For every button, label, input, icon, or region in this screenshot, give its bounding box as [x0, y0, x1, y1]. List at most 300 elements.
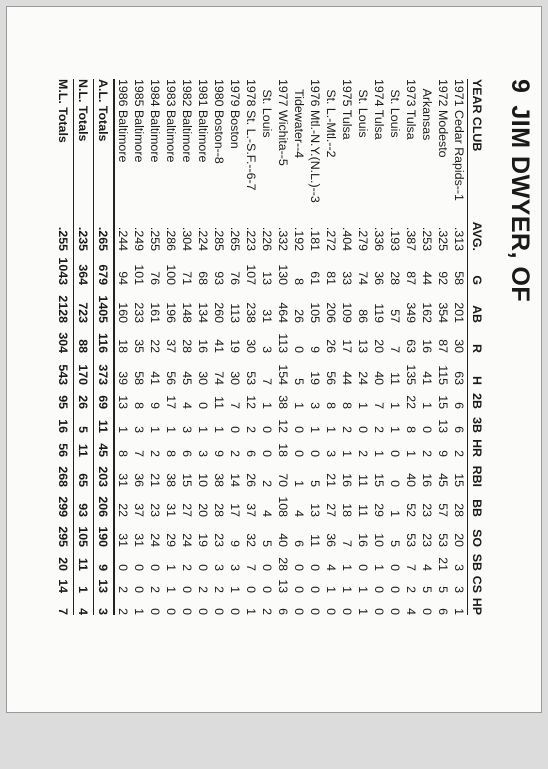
- stat-cell: 20: [54, 547, 74, 571]
- year-club-cell: Arkansas: [420, 79, 434, 141]
- stat-cell: 38: [164, 473, 178, 487]
- stat-cell: 260: [212, 302, 226, 323]
- year-club-cell: St. L.-Mtl.--2: [324, 79, 338, 158]
- stat-cell: 206: [94, 487, 115, 517]
- stat-cell: 2: [260, 480, 274, 487]
- season-row: [147, 79, 163, 615]
- stat-cell: 9: [308, 346, 322, 353]
- stat-cell: 20: [196, 503, 210, 517]
- stat-cell: 0: [292, 426, 306, 433]
- stat-cell: 22: [148, 339, 162, 353]
- stat-cell: 1: [164, 426, 178, 433]
- stat-cell: 3: [308, 402, 322, 409]
- stat-cell: 1: [260, 402, 274, 409]
- stat-cell: .313: [452, 226, 466, 251]
- stat-cell: 116: [94, 323, 115, 353]
- stat-cell: .304: [180, 226, 194, 251]
- stat-cell: 6: [244, 450, 258, 457]
- season-row: [323, 79, 339, 615]
- stat-cell: 6: [452, 402, 466, 409]
- stat-cell: .181: [308, 226, 322, 251]
- stat-cell: 206: [324, 302, 338, 323]
- stat-cell: 94: [116, 271, 130, 285]
- stat-cell: .249: [132, 226, 146, 251]
- year-club-cell: Tidewater--4: [292, 79, 306, 159]
- stat-cell: .336: [372, 226, 386, 251]
- stat-cell: 11: [212, 396, 226, 409]
- column-header: AVG.: [468, 215, 487, 251]
- column-header: AB: [468, 285, 487, 323]
- stat-cell: 154: [276, 364, 290, 385]
- player-name: JIM DWYER, OF: [506, 105, 534, 303]
- stat-cell: 0: [372, 586, 386, 593]
- stat-cell: 0: [324, 608, 338, 615]
- stat-cell: 12: [244, 395, 258, 409]
- stat-cell: 2128: [54, 285, 74, 323]
- stat-cell: 2: [372, 426, 386, 433]
- stats-header-row: [468, 79, 487, 615]
- stat-cell: 2: [212, 586, 226, 593]
- stat-cell: 11: [94, 409, 115, 433]
- stat-cell: 74: [212, 371, 226, 385]
- stat-cell: 45: [436, 473, 450, 487]
- stat-cell: 1: [372, 564, 386, 571]
- stat-cell: .279: [356, 226, 370, 251]
- stat-cell: 4: [404, 608, 418, 615]
- stat-cell: 9: [94, 547, 115, 571]
- column-header: H: [468, 353, 487, 385]
- stat-cell: 6: [276, 608, 290, 615]
- column-header: R: [468, 323, 487, 353]
- stat-cell: 1: [148, 426, 162, 433]
- season-row: [114, 79, 131, 615]
- season-row: [259, 79, 275, 615]
- stat-cell: 4: [292, 510, 306, 517]
- stat-cell: 30: [244, 339, 258, 353]
- stat-cell: 107: [244, 264, 258, 285]
- stat-cell: 20: [372, 339, 386, 353]
- stat-cell: 21: [436, 557, 450, 571]
- season-row: [275, 79, 291, 615]
- stat-cell: 16: [340, 473, 354, 487]
- stat-cell: .235: [74, 215, 94, 251]
- stat-cell: 22: [404, 395, 418, 409]
- stat-cell: 81: [324, 271, 338, 285]
- stat-cell: 2: [148, 450, 162, 457]
- stat-cell: 56: [324, 371, 338, 385]
- year-club-cell: St. Louis: [356, 79, 370, 138]
- totals-label: A.L. Totals: [94, 79, 115, 215]
- stat-cell: 13: [260, 271, 274, 285]
- column-header: HP: [468, 593, 487, 615]
- stat-cell: 0: [372, 608, 386, 615]
- stat-cell: 0: [116, 564, 130, 571]
- year-club-cell: 1985 Baltimore: [132, 79, 146, 163]
- stat-cell: 39: [116, 371, 130, 385]
- stat-cell: 723: [74, 285, 94, 323]
- stat-cell: 113: [276, 333, 290, 353]
- stat-cell: 0: [388, 450, 402, 457]
- stat-cell: 23: [420, 533, 434, 547]
- stat-cell: 28: [388, 271, 402, 285]
- stat-cell: 17: [340, 339, 354, 353]
- stat-cell: 0: [244, 586, 258, 593]
- stat-cell: 1: [372, 450, 386, 457]
- stat-cell: 92: [436, 271, 450, 285]
- stat-cell: 41: [212, 339, 226, 353]
- stat-cell: 4: [420, 564, 434, 571]
- stat-cell: 88: [74, 323, 94, 353]
- stat-cell: 0: [196, 564, 210, 571]
- stat-cell: 3: [324, 450, 338, 457]
- stat-cell: 113: [228, 303, 242, 323]
- stat-cell: 15: [180, 473, 194, 487]
- stat-cell: 1: [356, 402, 370, 409]
- stat-cell: 8: [404, 426, 418, 433]
- season-row: [403, 79, 419, 615]
- stat-cell: 57: [388, 309, 402, 323]
- stat-cell: .255: [148, 226, 162, 251]
- stats-body: [54, 79, 468, 615]
- stat-cell: 14: [228, 473, 242, 487]
- column-header: RBI: [468, 457, 487, 487]
- stat-cell: 30: [452, 339, 466, 353]
- column-header: 3B: [468, 409, 487, 433]
- stat-cell: .387: [404, 226, 418, 251]
- stat-cell: 135: [404, 364, 418, 385]
- totals-label: N.L. Totals: [74, 79, 94, 215]
- stat-cell: 18: [116, 339, 130, 353]
- stat-cell: 26: [324, 339, 338, 353]
- stat-cell: 13: [436, 419, 450, 433]
- stat-cell: 5: [308, 480, 322, 487]
- stat-cell: 15: [436, 395, 450, 409]
- stat-cell: 3: [260, 346, 274, 353]
- stat-cell: 0: [260, 426, 274, 433]
- stat-cell: 9: [228, 540, 242, 547]
- stat-cell: 23: [148, 503, 162, 517]
- stat-cell: 58: [132, 371, 146, 385]
- column-header: 2B: [468, 385, 487, 409]
- year-club-cell: 1986 Baltimore: [116, 79, 130, 163]
- stat-cell: 0: [180, 586, 194, 593]
- stat-cell: 20: [452, 533, 466, 547]
- stat-cell: 29: [164, 533, 178, 547]
- stat-cell: 52: [404, 503, 418, 517]
- stat-cell: 109: [340, 302, 354, 323]
- stat-cell: 37: [132, 503, 146, 517]
- year-club-cell: 1976 Mtl.-N.Y.(N.L.)--3: [308, 79, 322, 203]
- totals-label: M.L. Totals: [54, 79, 74, 215]
- stat-cell: 0: [388, 564, 402, 571]
- stat-cell: 101: [132, 264, 146, 285]
- stat-cell: 13: [94, 571, 115, 593]
- stat-cell: 5: [420, 586, 434, 593]
- year-club-cell: St. Louis: [260, 79, 274, 138]
- season-row: [387, 79, 403, 615]
- season-row: [451, 79, 468, 615]
- stat-cell: 58: [452, 271, 466, 285]
- stat-cell: 233: [132, 302, 146, 323]
- stat-cell: 53: [244, 371, 258, 385]
- stat-cell: 7: [244, 564, 258, 571]
- stat-cell: 17: [164, 395, 178, 409]
- stat-cell: 74: [356, 271, 370, 285]
- stat-cell: 6: [292, 540, 306, 547]
- stat-cell: 28: [212, 503, 226, 517]
- stat-cell: 3: [452, 564, 466, 571]
- stat-cell: 30: [196, 371, 210, 385]
- stat-cell: 12: [276, 419, 290, 433]
- stat-cell: 95: [54, 385, 74, 409]
- stat-cell: 33: [340, 271, 354, 285]
- stat-cell: 76: [148, 271, 162, 285]
- stat-cell: 543: [54, 353, 74, 385]
- stat-cell: 0: [292, 586, 306, 593]
- stat-cell: 162: [420, 302, 434, 323]
- stat-cell: 1: [340, 450, 354, 457]
- stat-cell: 2: [356, 450, 370, 457]
- stat-cell: 0: [308, 450, 322, 457]
- stat-cell: 5: [292, 378, 306, 385]
- stat-cell: 87: [404, 271, 418, 285]
- stat-cell: 2: [340, 426, 354, 433]
- stat-cell: 40: [404, 473, 418, 487]
- season-row: [195, 79, 211, 615]
- stat-cell: 24: [180, 533, 194, 547]
- stat-cell: 13: [116, 395, 130, 409]
- stat-cell: 71: [180, 271, 194, 285]
- stat-cell: 7: [260, 378, 274, 385]
- stat-cell: 2: [196, 586, 210, 593]
- stat-cell: 61: [308, 271, 322, 285]
- stat-cell: 0: [260, 564, 274, 571]
- stat-cell: 0: [180, 608, 194, 615]
- stat-cell: 5: [436, 586, 450, 593]
- stat-cell: 134: [196, 302, 210, 323]
- stat-cell: 32: [244, 533, 258, 547]
- column-header: G: [468, 251, 487, 285]
- stat-cell: 0: [228, 426, 242, 433]
- stat-cell: 2: [116, 586, 130, 593]
- stat-cell: 1: [340, 586, 354, 593]
- stat-cell: 63: [452, 371, 466, 385]
- season-row: [131, 79, 147, 615]
- stat-cell: 7: [372, 402, 386, 409]
- stat-cell: 3: [452, 586, 466, 593]
- stat-cell: 31: [116, 533, 130, 547]
- stat-cell: 5: [388, 540, 402, 547]
- season-row: [243, 79, 259, 615]
- stat-cell: 31: [132, 533, 146, 547]
- stat-cell: 3: [132, 426, 146, 433]
- stat-cell: 31: [164, 503, 178, 517]
- stat-cell: 190: [94, 517, 115, 547]
- stat-cell: 10: [372, 533, 386, 547]
- stat-cell: .193: [388, 226, 402, 251]
- stat-cell: 45: [180, 371, 194, 385]
- stat-cell: 170: [74, 353, 94, 385]
- stat-cell: 0: [132, 586, 146, 593]
- stat-cell: 105: [74, 517, 94, 547]
- stat-cell: 7: [340, 540, 354, 547]
- stat-cell: 0: [212, 608, 226, 615]
- stat-cell: 16: [54, 409, 74, 433]
- column-header: SB: [468, 547, 487, 571]
- stat-cell: .223: [244, 226, 258, 251]
- stat-cell: 11: [308, 534, 322, 547]
- stat-cell: 4: [324, 564, 338, 571]
- stat-cell: 1: [116, 426, 130, 433]
- year-club-cell: 1982 Baltimore: [180, 79, 194, 163]
- stat-cell: 1: [452, 608, 466, 615]
- stat-cell: 119: [372, 303, 386, 323]
- stat-cell: 1: [388, 426, 402, 433]
- stat-cell: 41: [420, 371, 434, 385]
- stat-cell: 65: [74, 457, 94, 487]
- stat-cell: 115: [436, 365, 450, 385]
- season-row: [211, 79, 227, 615]
- stat-cell: 3: [180, 426, 194, 433]
- stat-cell: 11: [356, 474, 370, 487]
- stat-cell: 1: [244, 608, 258, 615]
- season-row: [371, 79, 387, 615]
- stat-cell: 2: [420, 450, 434, 457]
- stat-cell: 1: [164, 564, 178, 571]
- stat-cell: 8: [164, 450, 178, 457]
- stat-cell: .244: [116, 226, 130, 251]
- stat-cell: 0: [196, 402, 210, 409]
- stat-cell: .253: [420, 226, 434, 251]
- year-club-cell: 1983 Baltimore: [164, 79, 178, 163]
- stat-cell: 464: [276, 302, 290, 323]
- stat-cell: 11: [356, 504, 370, 517]
- stat-cell: 28: [180, 339, 194, 353]
- stat-cell: 1: [340, 564, 354, 571]
- stat-cell: 36: [372, 271, 386, 285]
- stat-cell: 1: [324, 426, 338, 433]
- season-row: [419, 79, 435, 615]
- stat-cell: 364: [74, 251, 94, 285]
- stat-cell: 304: [54, 323, 74, 353]
- stat-cell: 2: [116, 608, 130, 615]
- stat-cell: 4: [260, 510, 274, 517]
- stat-cell: 8: [116, 450, 130, 457]
- stat-cell: 1: [196, 426, 210, 433]
- stat-cell: 11: [74, 547, 94, 571]
- player-title: [505, 79, 534, 302]
- stat-cell: 0: [148, 564, 162, 571]
- stat-cell: 13: [356, 339, 370, 353]
- stat-cell: 93: [74, 487, 94, 517]
- stat-cell: 11: [74, 433, 94, 457]
- stat-cell: .332: [276, 226, 290, 251]
- stat-cell: 19: [308, 371, 322, 385]
- stat-cell: 1: [404, 450, 418, 457]
- stat-cell: 9: [212, 450, 226, 457]
- stat-cell: 6: [452, 426, 466, 433]
- stat-cell: 23: [420, 503, 434, 517]
- stat-cell: 5: [260, 540, 274, 547]
- column-header: HR: [468, 433, 487, 457]
- stat-cell: 57: [436, 503, 450, 517]
- stat-cell: 2: [148, 586, 162, 593]
- stat-cell: 41: [148, 371, 162, 385]
- stat-cell: 2: [228, 450, 242, 457]
- stat-cell: 1: [74, 571, 94, 593]
- column-header: BB: [468, 487, 487, 517]
- stat-cell: 38: [212, 473, 226, 487]
- stat-cell: 2: [180, 564, 194, 571]
- stat-cell: 21: [324, 473, 338, 487]
- year-club-cell: 1977 Wichita--5: [276, 79, 290, 166]
- stat-cell: 1405: [94, 285, 115, 323]
- season-row: [163, 79, 179, 615]
- stat-cell: 0: [388, 480, 402, 487]
- stat-cell: 1: [292, 480, 306, 487]
- stat-cell: 87: [436, 339, 450, 353]
- stat-cell: 28: [452, 503, 466, 517]
- stat-cell: 3: [94, 593, 115, 615]
- season-row: [291, 79, 307, 615]
- year-club-cell: 1973 Tulsa: [404, 79, 418, 140]
- stat-cell: 679: [94, 251, 115, 285]
- stat-cell: 14: [54, 571, 74, 593]
- stat-cell: 0: [292, 608, 306, 615]
- stat-cell: 1: [164, 586, 178, 593]
- stat-cell: 0: [388, 608, 402, 615]
- stat-cell: 44: [340, 371, 354, 385]
- stat-cell: 1: [420, 402, 434, 409]
- stat-cell: 0: [132, 564, 146, 571]
- stat-cell: .285: [212, 226, 226, 251]
- stat-cell: 0: [164, 608, 178, 615]
- year-club-cell: 1984 Baltimore: [148, 79, 162, 163]
- year-club-cell: 1975 Tulsa: [340, 79, 354, 140]
- stat-cell: 160: [116, 302, 130, 323]
- stat-cell: 37: [244, 503, 258, 517]
- year-club-cell: 1978 St. L.-S.F.--6-7: [244, 79, 258, 191]
- year-club-cell: 1974 Tulsa: [372, 79, 386, 140]
- stat-cell: 1: [356, 586, 370, 593]
- stat-cell: 53: [404, 533, 418, 547]
- stat-cell: 0: [356, 564, 370, 571]
- stat-cell: 1: [308, 426, 322, 433]
- stat-cell: 3: [196, 450, 210, 457]
- stat-cell: 24: [148, 533, 162, 547]
- stat-cell: 26: [74, 385, 94, 409]
- stat-cell: 100: [164, 264, 178, 285]
- stat-cell: 13: [308, 503, 322, 517]
- year-club-cell: 1980 Boston--8: [212, 79, 226, 164]
- stat-cell: 238: [244, 302, 258, 323]
- stat-cell: 69: [94, 385, 115, 409]
- stat-cell: 31: [260, 309, 274, 323]
- stat-cell: .255: [54, 215, 74, 251]
- stat-cell: 40: [372, 371, 386, 385]
- stat-cell: .265: [228, 226, 242, 251]
- stat-cell: 37: [164, 339, 178, 353]
- stat-cell: 27: [180, 503, 194, 517]
- stat-cell: 0: [420, 608, 434, 615]
- stat-cell: 299: [54, 487, 74, 517]
- stat-cell: 0: [356, 426, 370, 433]
- stat-cell: 7: [228, 402, 242, 409]
- year-club-cell: 1971 Cedar Rapids--1: [452, 79, 466, 201]
- stat-cell: 1: [324, 586, 338, 593]
- stat-cell: 0: [228, 608, 242, 615]
- stat-cell: 0: [260, 450, 274, 457]
